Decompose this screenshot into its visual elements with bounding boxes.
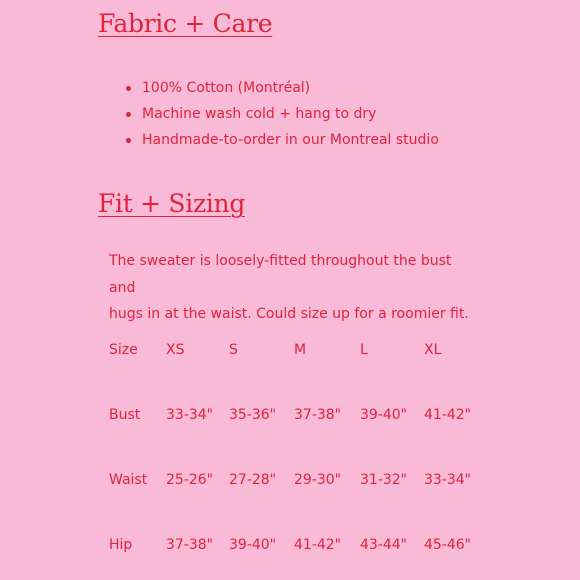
table-cell: 27-28" <box>229 472 277 488</box>
table-cell: 39-40" <box>360 407 408 423</box>
table-header-cell: S <box>229 342 238 358</box>
table-cell: 41-42" <box>294 537 342 553</box>
list-item-text: Handmade-to-order in our Montreal studio <box>142 132 439 148</box>
fabric-care-list <box>126 78 439 156</box>
table-header-cell: XS <box>166 342 185 358</box>
table-cell: 35-36" <box>229 407 277 423</box>
table-cell: 43-44" <box>360 537 408 553</box>
list-item <box>126 104 439 130</box>
list-item <box>126 78 439 104</box>
table-cell: 33-34" <box>424 472 472 488</box>
table-cell: 31-32" <box>360 472 408 488</box>
list-item <box>126 130 439 156</box>
list-item-text: 100% Cotton (Montréal) <box>142 80 311 96</box>
fit-description-line: hugs in at the waist. Could size up for a roomier fit. <box>109 306 469 322</box>
table-row-label: Hip <box>109 537 133 553</box>
table-header-cell: M <box>294 342 307 358</box>
table-header-cell: XL <box>424 342 442 358</box>
table-cell: 25-26" <box>166 472 214 488</box>
table-cell: 37-38" <box>294 407 342 423</box>
fabric-care-heading: Fabric + Care <box>98 9 273 38</box>
table-header-cell: L <box>360 342 368 358</box>
bullet-icon <box>126 138 131 143</box>
bullet-icon <box>126 112 131 117</box>
table-cell: 39-40" <box>229 537 277 553</box>
table-cell: 33-34" <box>166 407 214 423</box>
table-cell: 41-42" <box>424 407 472 423</box>
list-item-text: Machine wash cold + hang to dry <box>142 106 377 122</box>
bullet-icon <box>126 86 131 91</box>
table-cell: 29-30" <box>294 472 342 488</box>
table-row-label: Waist <box>109 472 148 488</box>
fit-description <box>109 248 469 328</box>
table-header-cell: Size <box>109 342 138 358</box>
table-cell: 45-46" <box>424 537 472 553</box>
table-row-label: Bust <box>109 407 141 423</box>
fit-description-line: The sweater is loosely-fitted throughout the bust and <box>109 253 452 296</box>
fit-sizing-heading: Fit + Sizing <box>98 189 246 218</box>
table-cell: 37-38" <box>166 537 214 553</box>
